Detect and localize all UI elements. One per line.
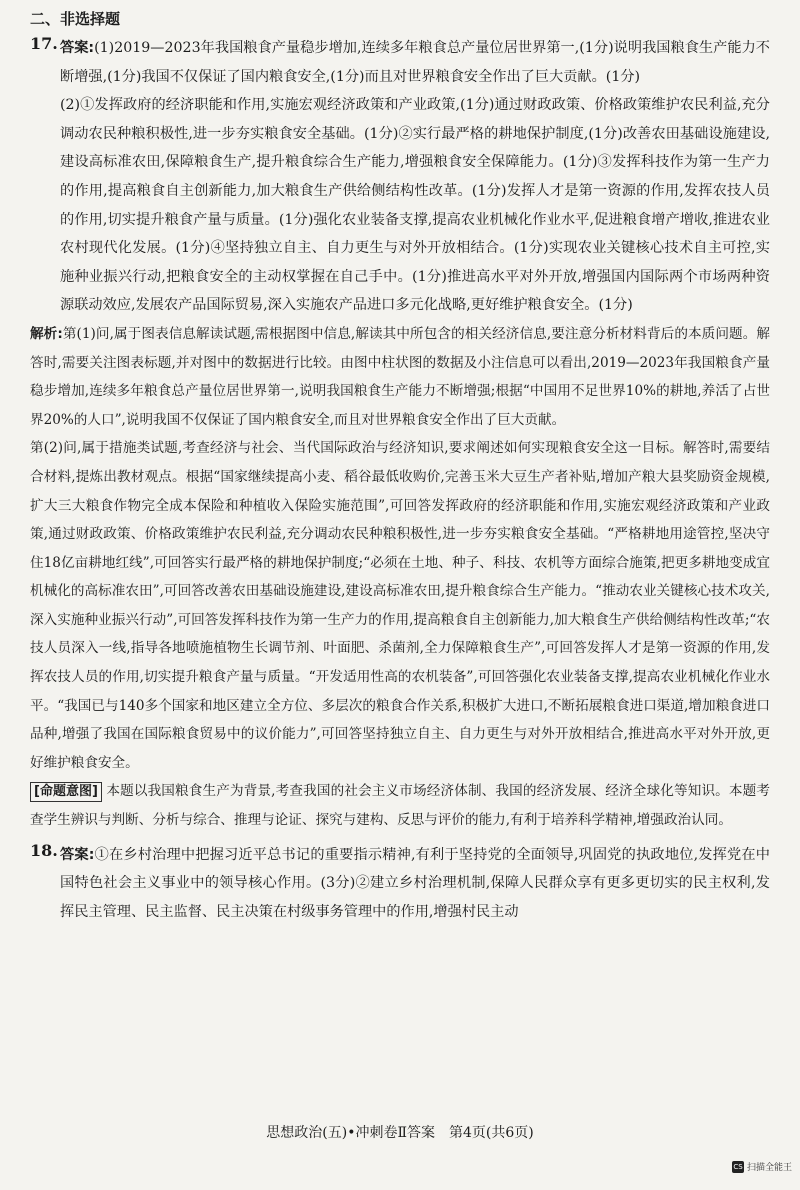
q17-answer-part1: 答案:(1)2019—2023年我国粮食产量稳步增加,连续多年粮食总产量位居世界第一,(1分)说明我国粮食生产能力不断增强,(1分)我国不仅保证了国内粮食安全,(1分)而且对世界粮食安全作出了巨大贡献。(1分) [60,40,770,85]
q18-answer: 答案:①在乡村治理中把握习近平总书记的重要指示精神,有利于坚持党的全面领导,巩固党的执政地位,发挥党在中国特色社会主义事业中的领导核心作用。(3分)②建立乡村治理机制,保障人民群众享有更多更切实的民主权利,发挥民主管理、民主监督、民主决策在村级事务管理中的作用,增强村民主动 [60,846,770,920]
q17-intent: [命题意图] 本题以我国粮食生产为背景,考查我国的社会主义市场经济体制、我国的经济发展、经济全球化等知识。本题考查学生辨识与判断、分析与综合、推理与论证、探究与建构、反思与评价的能力,有利于培养科学精神,增强政治认同。 [30,783,770,829]
scanner-logo-icon: CS [733,1162,743,1171]
section-title: 二、非选择题 [30,10,121,28]
question-number: 18. [30,840,58,860]
question-number: 17. [30,34,58,53]
q17-analysis-part2: 第(2)问,属于措施类试题,考查经济与社会、当代国际政治与经济知识,要求阐述如何实现粮食安全这一目标。解答时,需要结合材料,提炼出教材观点。根据“国家继续提高小麦、稻谷最低收购价,完善玉米大豆生产者补贴,增加产粮大县奖励资金规模,扩大三大粮食作物完全成本保险和种植收入保险实施范围”,可回答发挥政府的经济职能和作用,实施宏观经济政策和产业政策,通过财政政策、价格政策维护农民利益,充分调动农民种粮积极性,进一步夯实粮食安全基础。“严格耕地用途管控,坚决守住18亿亩耕地红线”,可回答实行最严格的耕地保护制度;“必须在土地、种子、科技、农机等方面综合施策,把更多耕地变成宜机械化的高标准农田”,可回答改善农田基础设施建设,建设高标准农田,提升粮食综合生产能力。“推动农业关键核心技术攻关,深入实施种业振兴行动”,可回答发挥科技作为第一生产力的作用,提高粮食自主创新能力,加大粮食生产供给侧结构性改革;“农技人员深入一线,指导各地喷施植物生长调节剂、叶面肥、杀菌剂,全力保障粮食生产”,可回答发挥人才是第一资源的作用,发挥农技人员的作用,切实提升粮食产量与质量。“开发适用性高的农机装备”,可回答强化农业装备支撑,提高农业机械化作业水平。“我国已与140多个国家和地区建立全方位、多层次的粮食合作关系,积极扩大进口,不断拓展粮食进口渠道,增加粮食进口品种,增强了我国在国际粮食贸易中的议价能力”,可回答坚持独立自主、自力更生与对外开放相结合,推进高水平对外开放,更好维护粮食安全。 [30,440,770,771]
analysis-label: 解析: [30,325,63,342]
question-18 [30,841,770,927]
scanner-watermark [732,1160,792,1173]
answer-label: 答案: [60,40,95,56]
watermark-text: 扫描全能王 [746,1163,792,1173]
page-footer: 思想政治(五)•冲刺卷Ⅱ答案 第4页(共6页) [266,1125,534,1141]
q17-analysis-part1: 解析:第(1)问,属于图表信息解读试题,需根据图中信息,解读其中所包含的相关经济信息,要注意分析材料背后的本质问题。解答时,需要关注图表标题,并对图中的数据进行比较。由图中柱状图的数据及小注信息可以看出,2019—2023年我国粮食产量稳步增加,连续多年粮食总产量位居世界第一,说明我国粮食生产能力不断增强;根据“中国用不足世界10%的耕地,养活了占世界20%的人口”,说明我国不仅保证了国内粮食安全,而且对世界粮食安全作出了巨大贡献。 [30,325,770,428]
q17-answer-part2: (2)①发挥政府的经济职能和作用,实施宏观经济政策和产业政策,(1分)通过财政政策、价格政策维护农民利益,充分调动农民种粮积极性,进一步夯实粮食安全基础。(1分)②实行最严格的耕地保护制度,(1分)改善农田基础设施建设,建设高标准农田,保障粮食生产,提升粮食综合生产能力,增强粮食安全保障能力。(1分)③发挥科技作为第一生产力的作用,提高粮食自主创新能力,加大粮食生产供给侧结构性改革。(1分)发挥人才是第一资源的作用,发挥农技人员的作用,切实提升粮食产量与质量。(1分)强化农业装备支撑,提高农业机械化作业水平,促进粮食增产增收,推进农业农村现代化发展。(1分)④坚持独立自主、自力更生与对外开放相结合。(1分)实现农业关键核心技术自主可控,实施种业振兴行动,把粮食安全的主动权掌握在自己手中。(1分)推进高水平对外开放,增强国内国际两个市场两种资源联动效应,发展农产品国际贸易,深入实施农产品进口多元化战略,更好维护粮食安全。(1分) [60,97,770,314]
question-17 [30,34,770,320]
page-content [30,8,770,926]
answer-label: 答案: [60,846,95,863]
intent-label: [命题意图] [30,782,102,802]
